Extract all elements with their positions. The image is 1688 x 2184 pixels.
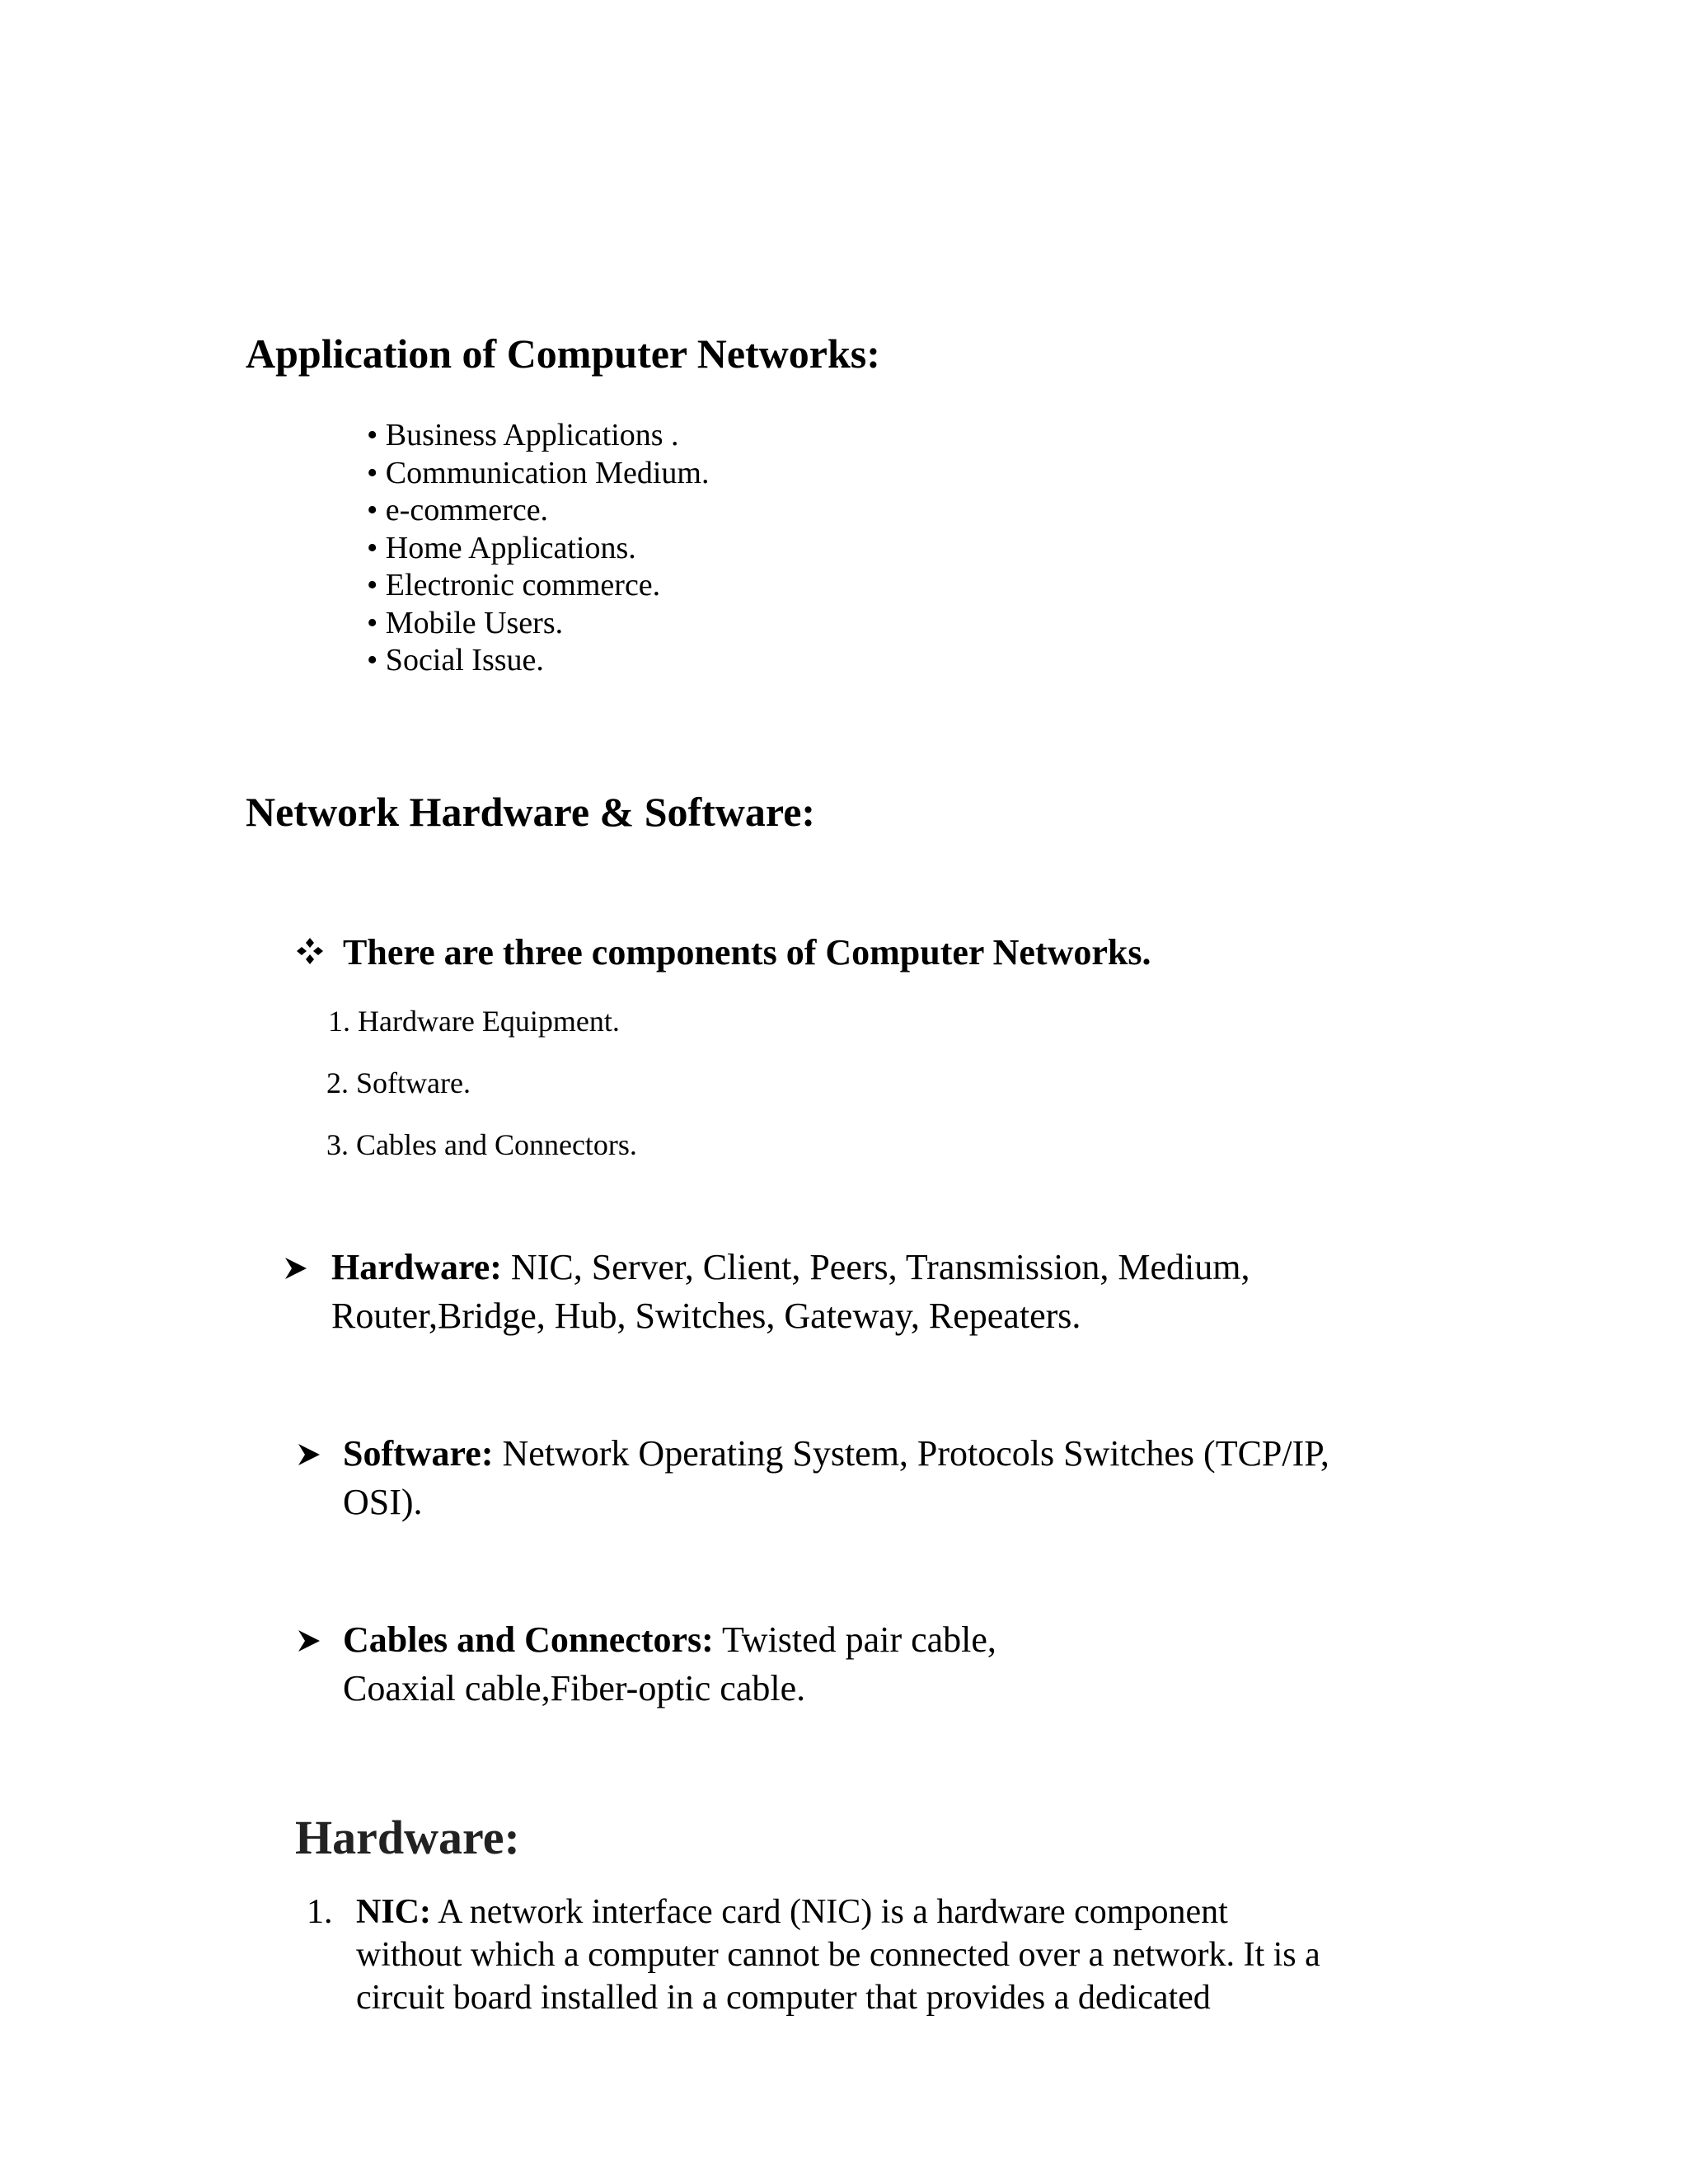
hardware-label: Hardware: (331, 1247, 502, 1287)
section-heading-network-hardware-software: Network Hardware & Software: (246, 789, 816, 835)
section-heading-hardware: Hardware: (295, 1811, 520, 1864)
nic-label: NIC: (356, 1893, 431, 1931)
nic-line2: without which a computer cannot be connected over a network. It is a (356, 1936, 1320, 1974)
list-item: • Social Issue. (367, 643, 544, 677)
diamond-bullet-icon (295, 936, 325, 966)
hardware-detail (331, 1243, 1250, 1340)
software-line2: OSI). (343, 1482, 423, 1522)
cables-line1: Twisted pair cable, (713, 1619, 996, 1660)
applications-list (367, 417, 709, 680)
arrow-bullet-icon (284, 1256, 308, 1281)
hardware-line2: Router,Bridge, Hub, Switches, Gateway, Repeaters. (331, 1296, 1081, 1336)
software-label: Software: (343, 1433, 494, 1474)
nic-paragraph (356, 1891, 1320, 2019)
hardware-line1: NIC, Server, Client, Peers, Transmission, Medium, (501, 1247, 1250, 1287)
software-line1: Network Operating System, Protocols Switches (TCP/IP, (493, 1433, 1329, 1474)
list-item: • Mobile Users. (367, 605, 564, 640)
list-item: 3. Cables and Connectors. (326, 1128, 637, 1161)
list-item: 1. Hardware Equipment. (328, 1005, 620, 1038)
arrow-bullet-icon (297, 1629, 321, 1653)
nic-line3: circuit board installed in a computer that provides a dedicated (356, 1979, 1211, 2017)
list-item: • Communication Medium. (367, 455, 710, 490)
components-intro: There are three components of Computer Networks. (343, 932, 1151, 972)
list-item: 2. Software. (326, 1066, 471, 1099)
list-item: • e-commerce. (367, 493, 549, 527)
cables-line2: Coaxial cable,Fiber-optic cable. (343, 1668, 806, 1708)
list-item: • Electronic commerce. (367, 568, 661, 602)
section-heading-applications: Application of Computer Networks: (246, 330, 880, 377)
nic-number: 1. (307, 1893, 333, 1931)
arrow-bullet-icon (297, 1442, 321, 1467)
nic-line1: A network interface card (NIC) is a hardware component (431, 1893, 1228, 1931)
cables-label: Cables and Connectors: (343, 1619, 714, 1660)
list-item: • Home Applications. (367, 530, 636, 565)
list-item: • Business Applications . (367, 418, 679, 452)
software-detail (343, 1429, 1329, 1526)
cables-detail (343, 1615, 996, 1713)
